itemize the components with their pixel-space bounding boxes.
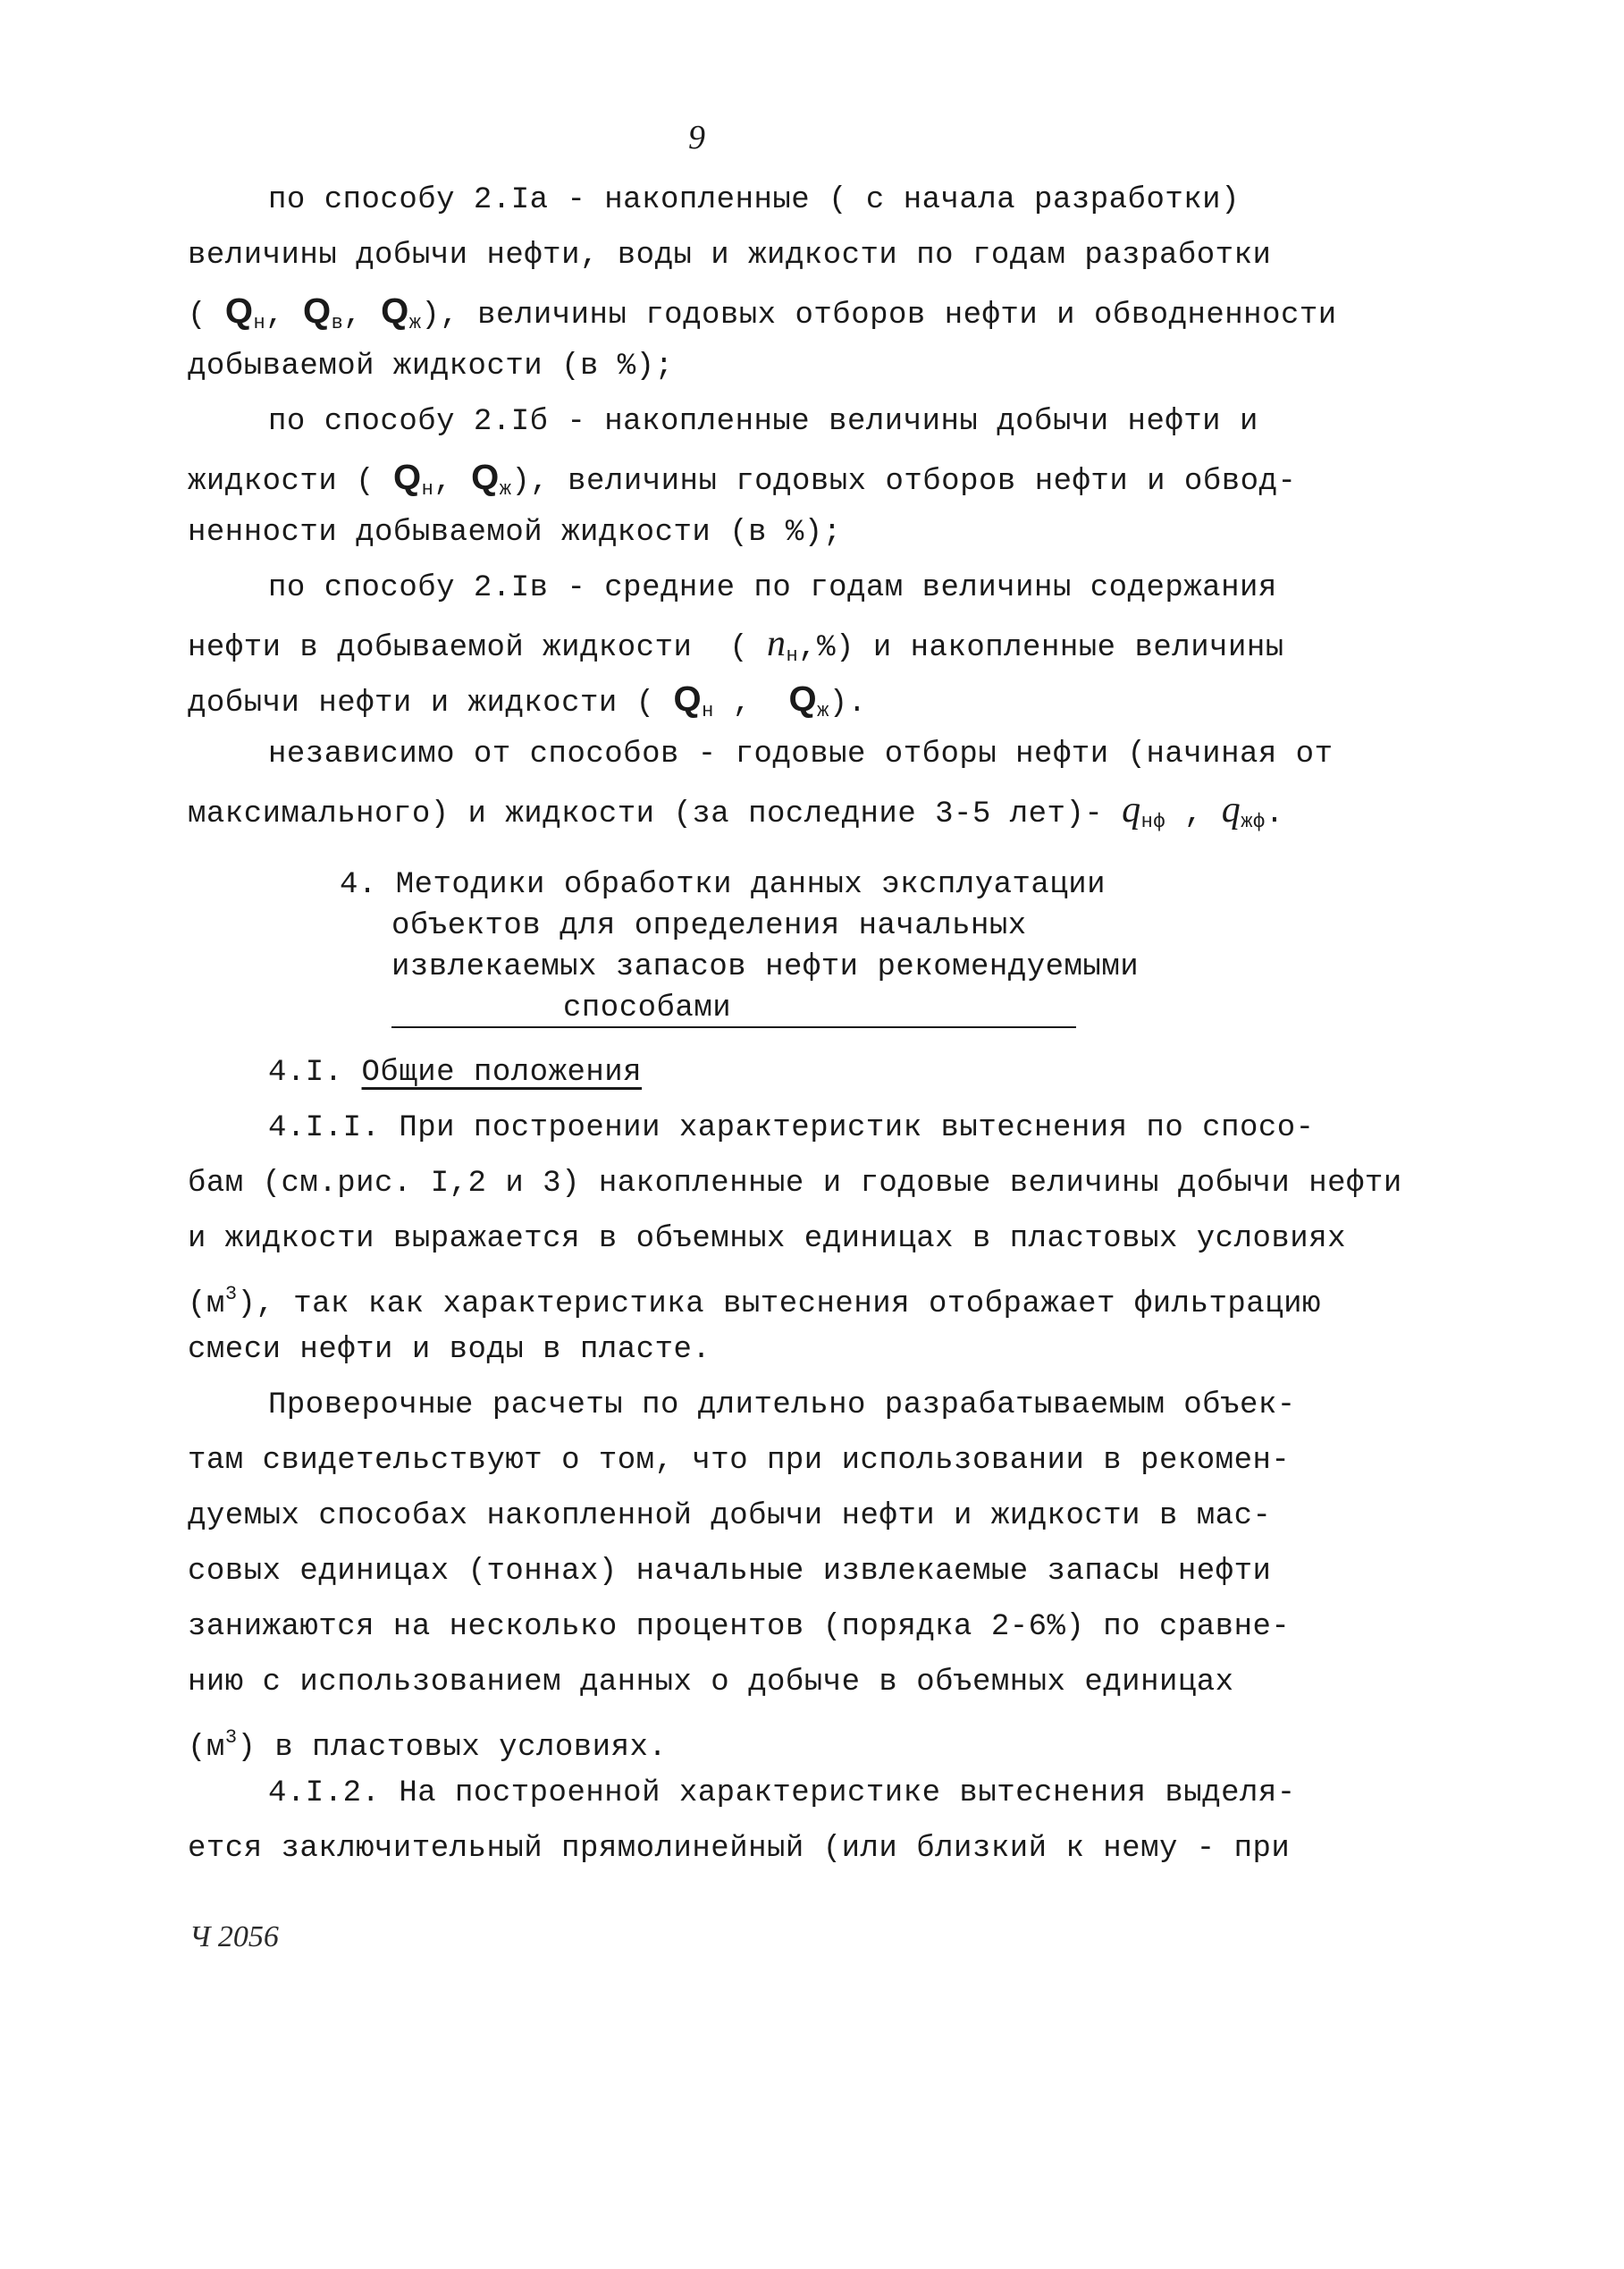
text-line: нию с использованием данных о добыче в объемных единицах [188, 1666, 1234, 1700]
text-line: $(м^3)$, так как характеристика вытеснения отображает фильтрацию [188, 1283, 1321, 1321]
text-line: нефти в добываемой жидкости ( $n_н,\%$) и накопленные величины [188, 623, 1284, 667]
text-line: 4.I.I. При построении характеристик вытеснения по спосо- [268, 1111, 1315, 1145]
text-line: бам (см.рис. I,2 и 3) накопленные и годовые величины добычи нефти [188, 1167, 1402, 1201]
text-line: ется заключительный прямолинейный (или близкий к нему - при [188, 1832, 1291, 1866]
heading-underline [391, 1026, 1076, 1028]
text-line: смеси нефти и воды в пласте. [188, 1333, 711, 1367]
text-line: $(м^3)$ в пластовых условиях. [188, 1726, 668, 1765]
text-line: добычи нефти и жидкости ( $Q_н$ , $Q_ж$). [188, 679, 867, 722]
text-line: совых единицах (тоннах) начальные извлекаемые запасы нефти [188, 1555, 1272, 1589]
subsection-heading: 4.I. Общие положения [268, 1056, 643, 1090]
text-line: ненности добываемой жидкости (в %); [188, 516, 842, 550]
text-line: ( $Q_н$, $Q_в$, $Q_ж$), величины годовых отборов нефти и обводненности [188, 291, 1337, 334]
text-line: Проверочные расчеты по длительно разрабатываемым объек- [268, 1388, 1296, 1422]
handwritten-note: Ч 2056 [189, 1920, 279, 1953]
text-line: по способу 2.Iа - накопленные ( с начала разработки) [268, 183, 1240, 217]
text-line: независимо от способов - годовые отборы нефти (начиная от [268, 738, 1334, 772]
page-number: 9 [688, 119, 705, 156]
text-line: жидкости ( $Q_н$, $Q_ж$), величины годовых отборов нефти и обвод- [188, 458, 1297, 501]
text-line: там свидетельствуют о том, что при использовании в рекомен- [188, 1444, 1291, 1478]
text-line: и жидкости выражается в объемных единицах в пластовых условиях [188, 1222, 1347, 1256]
text-line: 4.I.2. На построенной характеристике вытеснения выделя- [268, 1776, 1296, 1810]
text-line: занижаются на несколько процентов (порядка 2-6%) по сравне- [188, 1610, 1291, 1644]
text-line: дуемых способах накопленной добычи нефти и жидкости в мас- [188, 1499, 1272, 1533]
text-line: по способу 2.Iб - накопленные величины добычи нефти и [268, 405, 1258, 439]
text-line: по способу 2.Iв - средние по годам величины содержания [268, 571, 1277, 605]
section-heading-line: извлекаемых запасов нефти рекомендуемыми [391, 950, 1140, 984]
section-heading-line: способами [563, 991, 732, 1025]
section-heading-line: 4. Методики обработки данных эксплуатации [340, 868, 1107, 902]
section-heading-line: объектов для определения начальных [391, 909, 1027, 943]
text-line: максимального) и жидкости (за последние 3-5 лет)- $q_{нф}$ , $q_{жф}$. [188, 789, 1284, 833]
text-line: величины добычи нефти, воды и жидкости по годам разработки [188, 239, 1272, 273]
text-line: добываемой жидкости (в %); [188, 350, 674, 384]
